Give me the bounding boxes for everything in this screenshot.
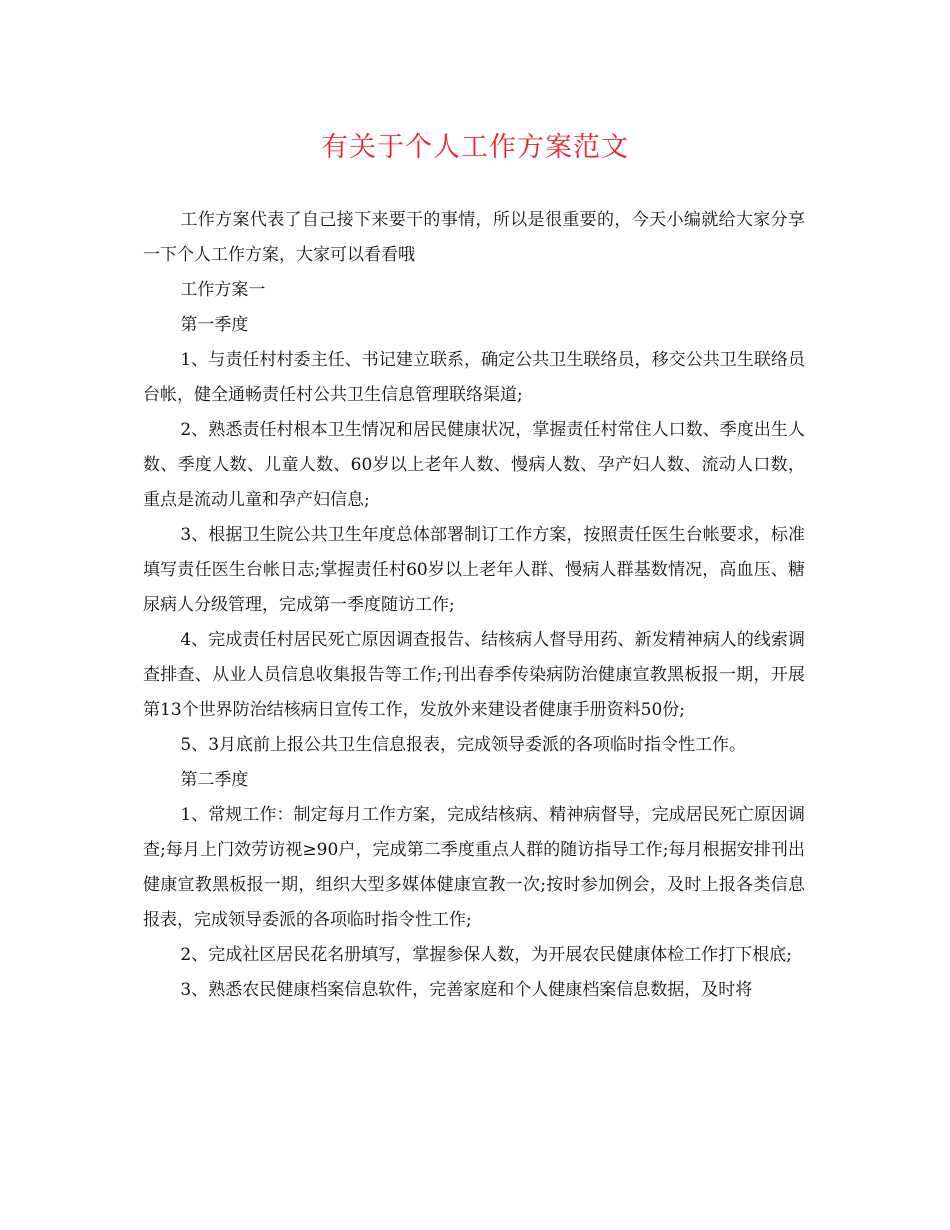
paragraph-intro: 工作方案代表了自己接下来要干的事情，所以是很重要的，今天小编就给大家分享一下个人工作方案，大家可以看看哦 xyxy=(143,210,805,265)
heading-q1: 第一季度 xyxy=(180,315,249,335)
heading-q2: 第二季度 xyxy=(180,770,249,790)
paragraph-q1-item-3: 3、根据卫生院公共卫生年度总体部署制订工作方案，按照责任医生台帐要求，标准填写责任医生台帐日志;掌握责任村60岁以上老年人群、慢病人群基数情况，高血压、糖尿病人分级管理，完成第一季度随访工作; xyxy=(143,525,805,615)
document-title: 有关于个人工作方案范文 xyxy=(321,132,629,163)
paragraph-q1-item-2: 2、熟悉责任村根本卫生情况和居民健康状况，掌握责任村常住人口数、季度出生人数、季度人数、儿童人数、60岁以上老年人数、慢病人数、孕产妇人数、流动人口数，重点是流动儿童和孕产妇信息; xyxy=(143,420,805,510)
paragraph-q2-item-2: 2、完成社区居民花名册填写，掌握参保人数，为开展农民健康体检工作打下根底; xyxy=(180,945,792,965)
paragraph-q2-item-1: 1、常规工作：制定每月工作方案，完成结核病、精神病督导，完成居民死亡原因调查;每月上门效劳访视≥90户，完成第二季度重点人群的随访指导工作;每月根据安排刊出健康宣教黑板报一期，组织大型多媒体健康宣教一次;按时参加例会，及时上报各类信息报表，完成领导委派的各项临时指令性工作; xyxy=(143,805,805,930)
paragraph-q1-item-5: 5、3月底前上报公共卫生信息报表，完成领导委派的各项临时指令性工作。 xyxy=(180,735,747,755)
paragraph-q1-item-1: 1、与责任村村委主任、书记建立联系，确定公共卫生联络员，移交公共卫生联络员台帐，健全通畅责任村公共卫生信息管理联络渠道; xyxy=(143,350,805,405)
heading-plan-one: 工作方案一 xyxy=(180,280,266,300)
paragraph-q2-item-3: 3、熟悉农民健康档案信息软件，完善家庭和个人健康档案信息数据，及时将 xyxy=(180,980,753,1000)
document-body xyxy=(143,203,805,1008)
paragraph-q1-item-4: 4、完成责任村居民死亡原因调查报告、结核病人督导用药、新发精神病人的线索调查排查、从业人员信息收集报告等工作;刊出春季传染病防治健康宣教黑板报一期，开展第13个世界防治结核病日宣传工作，发放外来建设者健康手册资料50份; xyxy=(143,630,805,720)
